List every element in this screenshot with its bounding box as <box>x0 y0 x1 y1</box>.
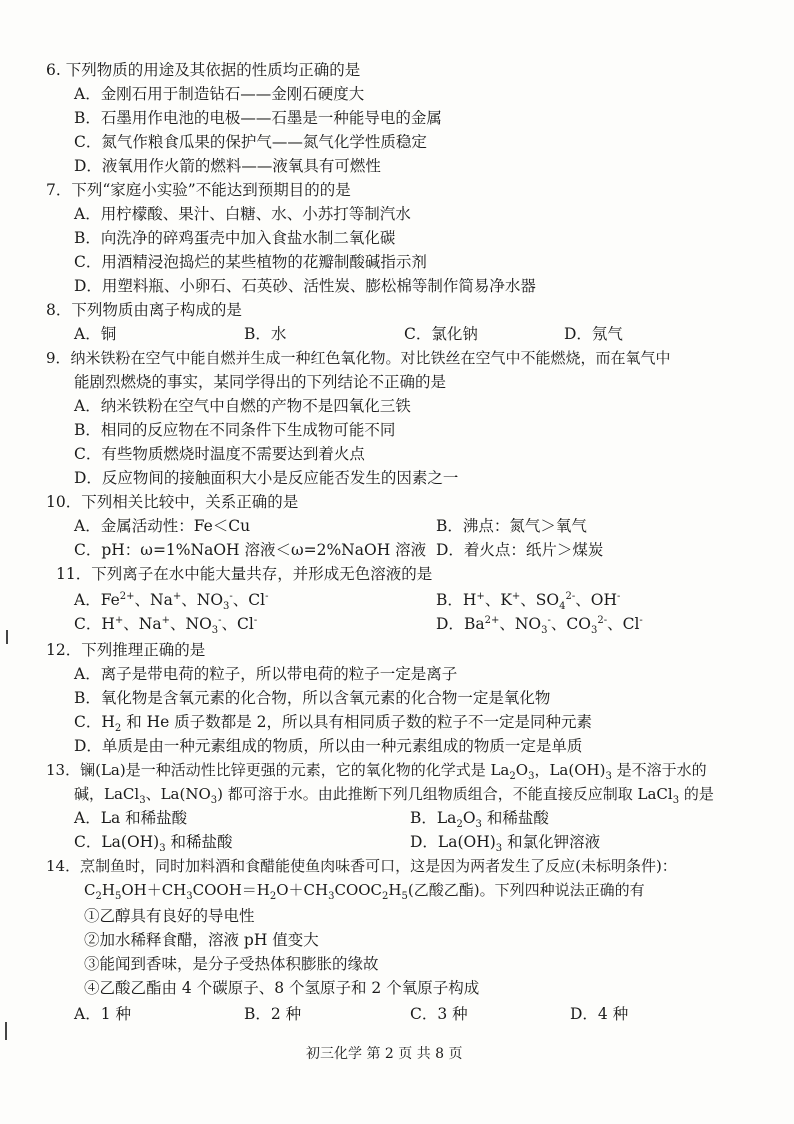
question-10-option-d: D．着火点：纸片＞煤炭 <box>436 541 604 559</box>
question-8-stem: 8．下列物质由离子构成的是 <box>46 301 242 319</box>
question-6-option-b: B．石墨用作电池的电极——石墨是一种能导电的金属 <box>74 109 442 127</box>
question-14-option-d: D．4 种 <box>570 1005 629 1023</box>
question-14-statement-1: ①乙醇具有良好的导电性 <box>84 907 255 925</box>
question-8-option-d: D．氖气 <box>564 325 623 343</box>
question-12-stem: 12．下列推理正确的是 <box>46 641 206 659</box>
question-13-option-a: A．La 和稀盐酸 <box>74 809 188 827</box>
question-7-stem: 7．下列“家庭小实验”不能达到预期目的的是 <box>46 181 351 199</box>
question-9-stem-line-2: 能剧烈燃烧的事实，某同学得出的下列结论不正确的是 <box>74 373 447 391</box>
question-14-statement-4: ④乙酸乙酯由 4 个碳原子、8 个氢原子和 2 个氧原子构成 <box>84 979 480 997</box>
question-6-option-d: D．液氧用作火箭的燃料——液氧具有可燃性 <box>74 157 381 175</box>
question-13-option-d: D．$La(OH)_3$ 和氯化钾溶液 <box>410 833 601 855</box>
question-12-option-d: D．单质是由一种元素组成的物质，所以由一种元素组成的物质一定是单质 <box>74 737 583 755</box>
question-10-stem: 10．下列相关比较中，关系正确的是 <box>46 493 299 511</box>
question-10-option-a: A．金属活动性：Fe＜Cu <box>74 517 251 535</box>
question-9-option-a: A．纳米铁粉在空气中自燃的产物不是四氧化三铁 <box>74 397 411 415</box>
question-6-option-a: A．金刚石用于制造钻石——金刚石硬度大 <box>74 85 365 103</box>
question-11-option-b: B．H+、K+、$SO_4^{2-}$、OH- <box>436 590 621 613</box>
question-11-option-d: D．$Ba^{2+}$、$NO_3^-$、$CO_3^{2-}$、Cl- <box>436 614 643 637</box>
question-8-option-b: B．水 <box>244 325 287 343</box>
question-7-option-d: D．用塑料瓶、小卵石、石英砂、活性炭、膨松棉等制作简易净水器 <box>74 277 536 295</box>
question-8-option-c: C．氯化钠 <box>404 325 478 343</box>
question-9-stem-line-1: 9．纳米铁粉在空气中能自燃并生成一种红色氧化物。对比铁丝在空气中不能燃烧，而在氧气中 <box>46 349 671 367</box>
question-11-stem: 11．下列离子在水中能大量共存，并形成无色溶液的是 <box>56 565 433 583</box>
question-8-option-a: A．铜 <box>74 325 117 343</box>
question-11-option-c: C．H+、Na+、$NO_3^-$、Cl- <box>74 614 258 637</box>
question-9-option-d: D．反应物间的接触面积大小是反应能否发生的因素之一 <box>74 469 459 487</box>
scan-edge-mark <box>5 1022 7 1040</box>
question-12-option-a: A．离子是带电荷的粒子，所以带电荷的粒子一定是离子 <box>74 665 458 683</box>
question-13-stem-line-2: 碱，LaCl$_3$、$La(NO_3)$ 都可溶于水。由此推断下列几组物质组合，不能直接反应制取 LaCl$_3$ 的是 <box>74 785 714 806</box>
question-7-option-c: C．用酒精浸泡捣烂的某些植物的花瓣制酸碱指示剂 <box>74 253 427 271</box>
question-12-option-c: C．$H_2$ 和 He 质子数都是 2，所以具有相同质子数的粒子不一定是同种元素 <box>74 713 593 735</box>
question-12-option-b: B．氧化物是含氧元素的化合物，所以含氧元素的化合物一定是氧化物 <box>74 689 551 707</box>
question-14-equation: $C_2H_5OH+CH_3COOH=H_2O+CH_3COOC_2H_5$(乙酸乙酯)。下列四种说法正确的有 <box>84 881 645 902</box>
page-footer: 初三化学 第 2 页 共 8 页 <box>306 1046 463 1062</box>
question-11-option-a: A．$Fe^{2+}$、Na+、$NO_3^-$、Cl- <box>74 590 269 613</box>
question-14-option-a: A．1 种 <box>74 1005 131 1023</box>
question-13-stem-line-1: 13．镧(La)是一种活动性比锌更强的元素，它的氧化物的化学式是 $La_2O_3$，$La(OH)_3$ 是不溶于水的 <box>46 761 707 782</box>
question-14-statement-2: ②加水稀释食醋，溶液 pH 值变大 <box>84 931 319 949</box>
question-14-option-c: C．3 种 <box>410 1005 468 1023</box>
question-13-option-c: C．$La(OH)_3$ 和稀盐酸 <box>74 833 233 855</box>
question-10-option-b: B．沸点：氮气＞氧气 <box>436 517 587 535</box>
scan-edge-mark <box>6 630 8 644</box>
question-6-stem: 6. 下列物质的用途及其依据的性质均正确的是 <box>46 61 361 79</box>
question-9-option-b: B．相同的反应物在不同条件下生成物可能不同 <box>74 421 396 439</box>
question-10-option-c: C．pH：ω=1%NaOH 溶液＜ω=2%NaOH 溶液 <box>74 541 427 559</box>
question-7-option-a: A．用柠檬酸、果汁、白糖、水、小苏打等制汽水 <box>74 205 411 223</box>
question-14-stem-line-1: 14．烹制鱼时，同时加料酒和食醋能使鱼肉味香可口，这是因为两者发生了反应(未标明条件)： <box>46 857 677 875</box>
question-6-option-c: C．氮气作粮食瓜果的保护气——氮气化学性质稳定 <box>74 133 427 151</box>
question-14-statement-3: ③能闻到香味，是分子受热体积膨胀的缘故 <box>84 955 379 973</box>
question-13-option-b: B．$La_2O_3$ 和稀盐酸 <box>410 809 549 831</box>
question-9-option-c: C．有些物质燃烧时温度不需要达到着火点 <box>74 445 365 463</box>
question-7-option-b: B．向洗净的碎鸡蛋壳中加入食盐水制二氧化碳 <box>74 229 396 247</box>
question-14-option-b: B．2 种 <box>244 1005 302 1023</box>
